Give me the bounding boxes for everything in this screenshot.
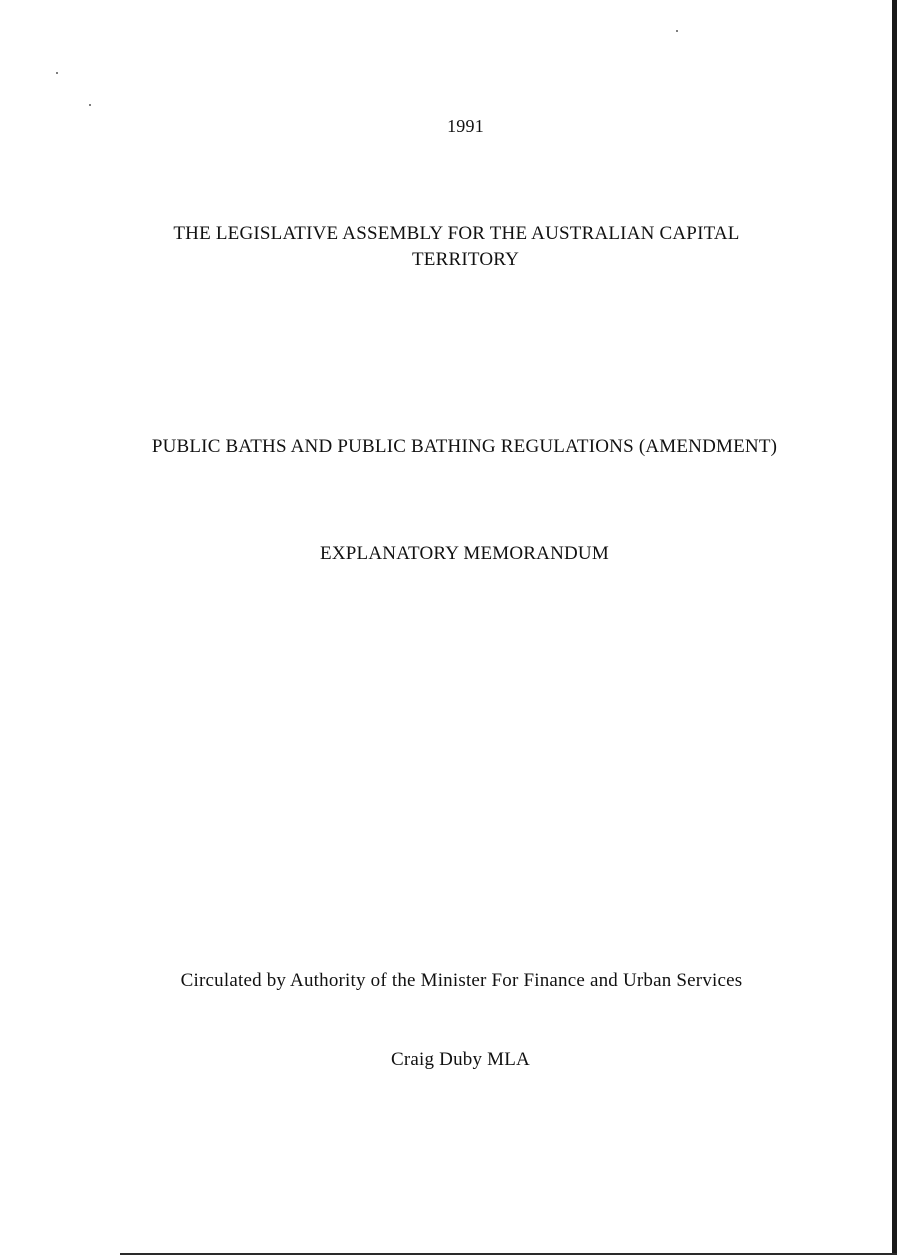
- document-type-heading: EXPLANATORY MEMORANDUM: [320, 543, 609, 564]
- scan-speck: [56, 72, 58, 74]
- regulation-title: PUBLIC BATHS AND PUBLIC BATHING REGULATIONS (AMENDMENT): [151, 436, 778, 457]
- minister-name: Craig Duby MLA: [391, 1049, 530, 1070]
- circulation-statement: Circulated by Authority of the Minister For Finance and Urban Services: [180, 970, 743, 991]
- assembly-heading-line-1: THE LEGISLATIVE ASSEMBLY FOR THE AUSTRALIAN CAPITAL: [173, 223, 740, 244]
- scan-speck: [676, 30, 678, 32]
- scan-speck: [89, 104, 91, 106]
- document-year: 1991: [447, 116, 484, 136]
- assembly-heading-line-2: TERRITORY: [411, 249, 519, 270]
